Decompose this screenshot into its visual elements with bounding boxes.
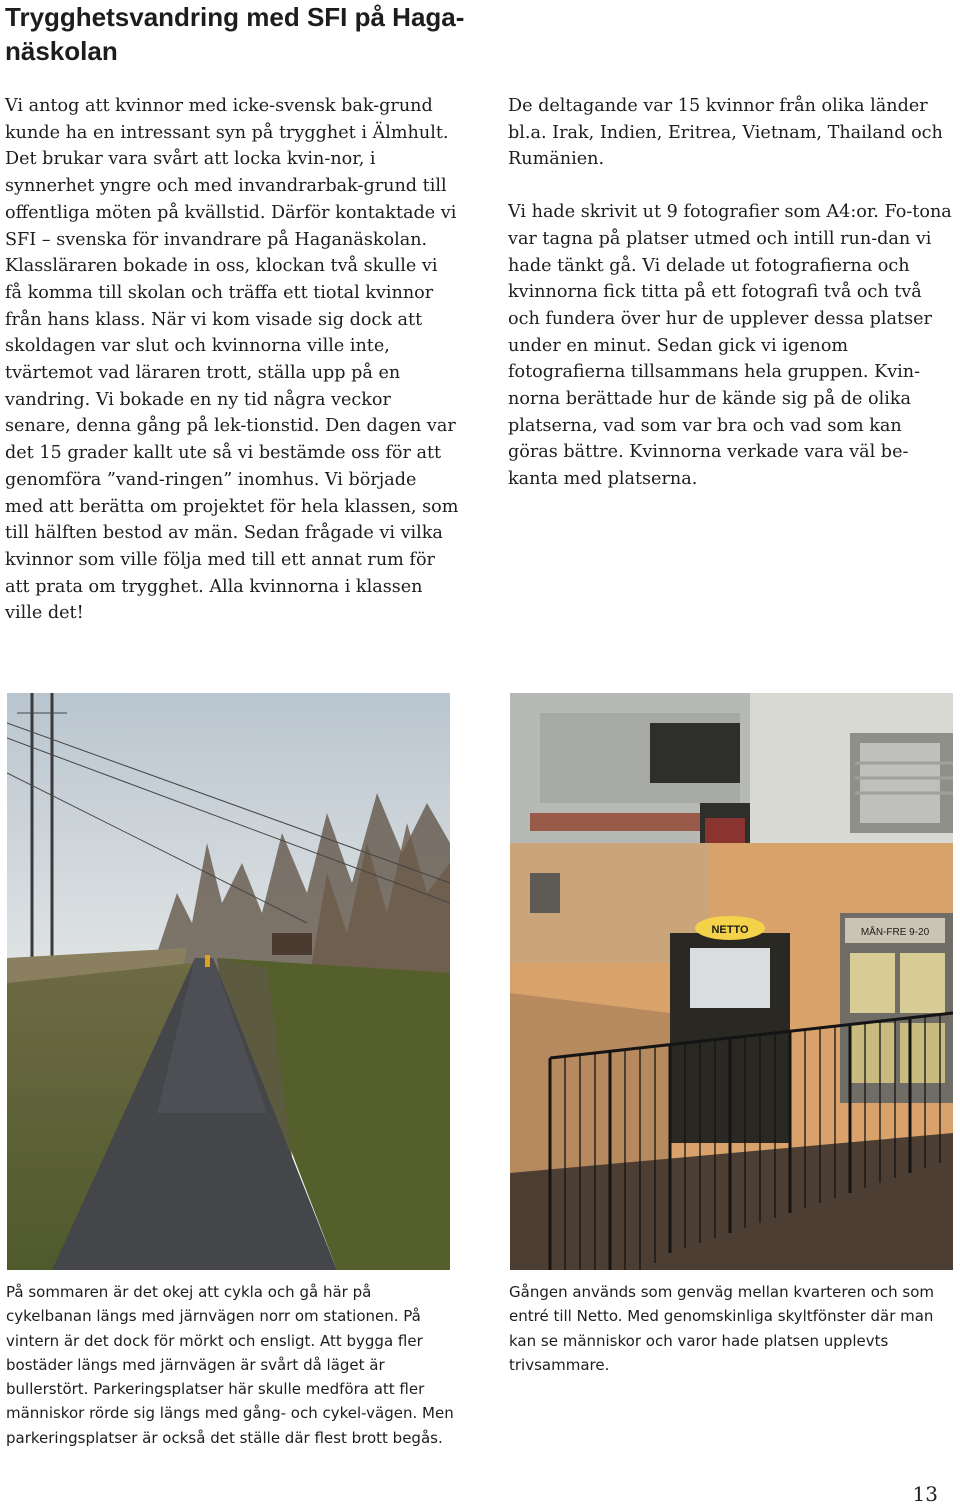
article-title-text: Trygghetsvandring med SFI på Haga- näskolan xyxy=(5,2,465,66)
railway-path-illustration xyxy=(7,693,450,1270)
left-text-column xyxy=(5,93,460,627)
netto-sign-text: NETTO xyxy=(711,924,749,936)
netto-passage-illustration xyxy=(510,693,953,1270)
railway-path-photo xyxy=(7,693,450,1270)
right-text-column xyxy=(508,93,953,493)
right-body-paragraph-2: Vi hade skrivit ut 9 fotografier som A4:or. Fo-tona var tagna på platser utmed och intill run-dan vi hade tänkt gå. Vi delade ut fotografierna och kvinnorna fick titta på ett fotografi två och två och fundera över hur de upplever dessa platser under en minut. Sedan gick vi igenom fotografierna tillsammans hela gruppen. Kvin-norna berättade hur de kände sig på de olika platserna, vad som var bra och vad som kan göras bättre. Kvinnorna verkade vara väl be-kanta med platserna. xyxy=(508,202,952,490)
article-title xyxy=(5,0,475,68)
right-body-paragraph-1: De deltagande var 15 kvinnor från olika länder bl.a. Irak, Indien, Eritrea, Vietnam, Thailand och Rumänien. xyxy=(508,96,943,170)
left-body-paragraph: Vi antog att kvinnor med icke-svensk bak-grund kunde ha en intressant syn på trygghet i Älmhult. Det brukar vara svårt att locka kvin-nor, i synnerhet yngre och med invandrarbak-grund till offentliga möten på kvällstid. Därför kontaktade vi SFI – svenska för invandrare på Haganäskolan. Klassläraren bokade in oss, klockan två skulle vi få komma till skolan och träffa ett tiotal kvinnor från hans klass. När vi kom visade sig dock att skoldagen var slut och kvinnorna ville inte, tvärtemot vad läraren trott, ställa upp på en vandring. Vi bokade en ny tid några veckor senare, denna gång på lek-tionstid. Den dagen var det 15 grader kallt ute så vi bestämde oss för att genomföra ”vand-ringen” inomhus. Vi började med att berätta om projektet för hela klassen, som till hälften bestod av män. Sedan frågade vi vilka kvinnor som ville följa med till ett annat rum för att prata om trygghet. Alla kvinnorna i klassen ville det! xyxy=(5,96,459,624)
netto-passage-photo xyxy=(510,693,953,1270)
page-number: 13 xyxy=(912,1482,938,1506)
netto-photo-caption: Gången används som genväg mellan kvarteren och som entré till Netto. Med genomskinliga skyltfönster där man kan se människor och varor hade platsen upplevts trivsammare. xyxy=(509,1283,935,1374)
railway-photo-caption: På sommaren är det okej att cykla och gå här på cykelbanan längs med järnvägen norr om stationen. På vintern är det dock för mörkt och ensligt. Att bygga fler bostäder längs med järnvägen är svårt då läget är bullerstört. Parkeringsplatser här skulle medföra att fler människor rörde sig längs med gång- och cykel-vägen. Men parkeringsplatser är också det ställe där flest brott begås. xyxy=(6,1283,454,1447)
hours-sign-text: MÅN-FRE 9-20 xyxy=(860,927,930,938)
